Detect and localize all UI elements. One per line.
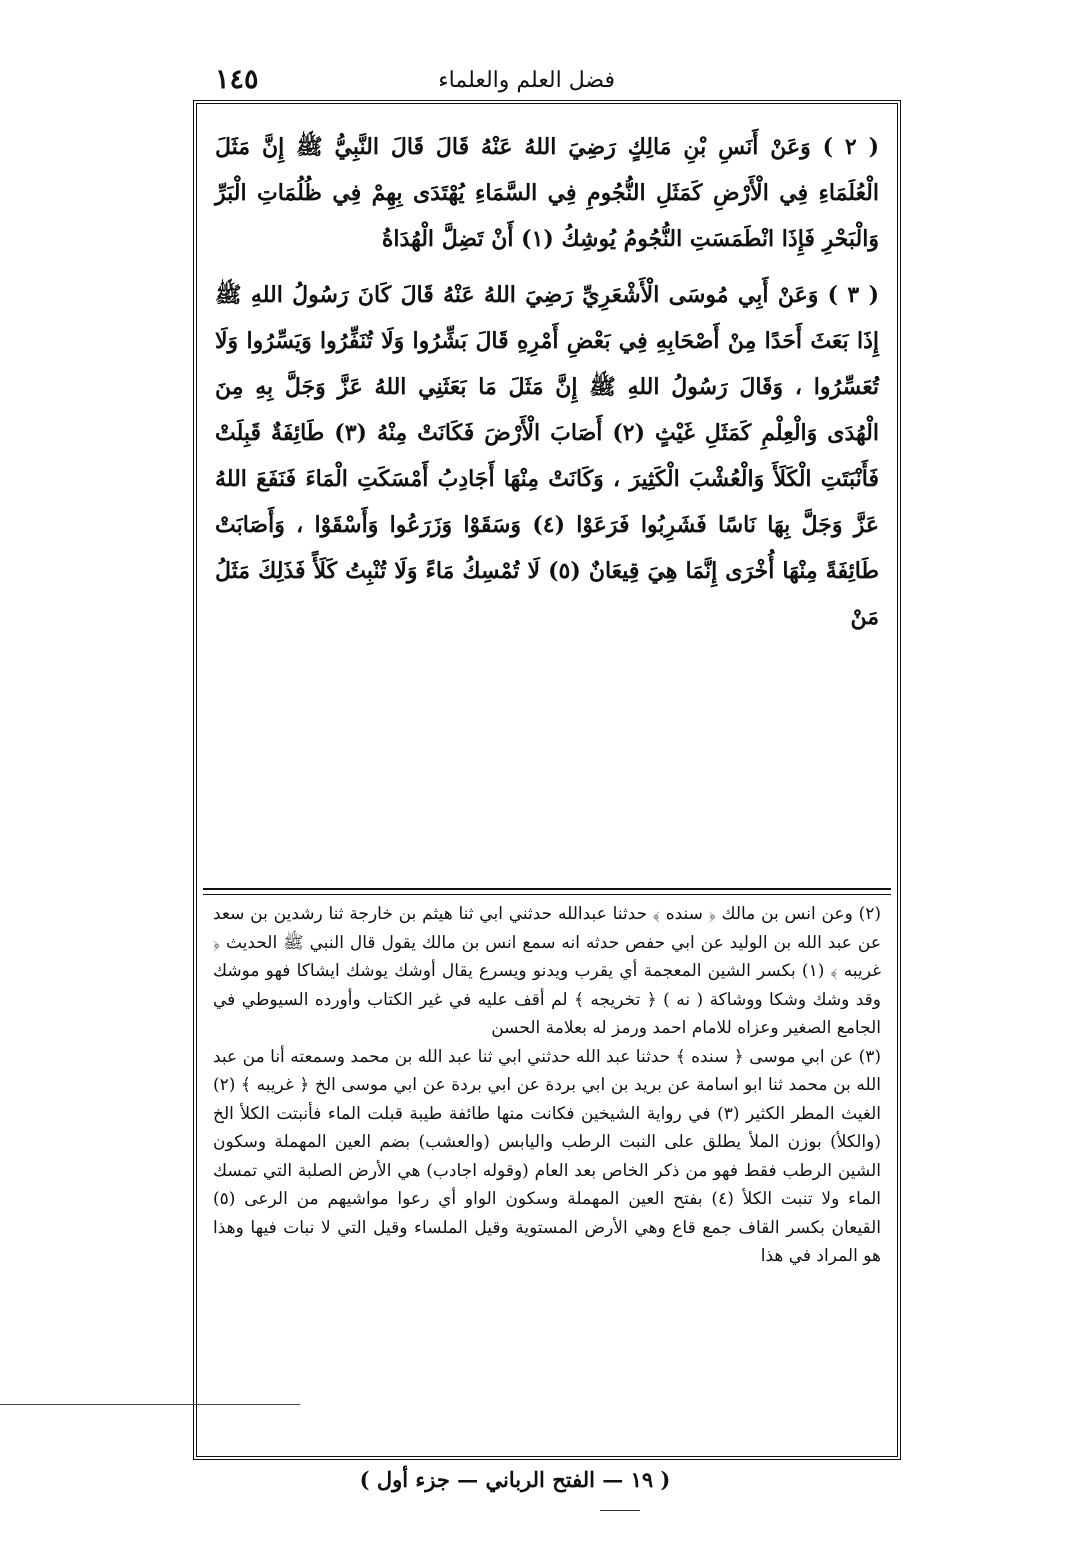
note-3-text: (٣) عن ابي موسى ﴿ سنده ﴾ حدثنا عبد الله حدثني ابي ثنا عبد الله بن محمد وسمعته أنا من عبد الله بن محمد ثنا ابو اسامة عن بريد بن ابي بردة عن ابي بردة عن ابي موسى الخ ﴿ غريبه ﴾ (٢) الغيث المطر الكثير (٣) في رواية الشيخين فكانت منها طائفة طيبة قبلت الماء فأنبتت الكلأ الخ (والكلأ) بوزن الملأ يطلق على النبت الرطب واليابس (والعشب) بضم العين المهملة وسكون الشين الرطب فقط فهو من ذكر الخاص بعد العام (وقوله اجادب) هي الأرض الصلبة التي تمسك الماء ولا تنبت الكلأ (٤) بفتح العين المهملة وسكون الواو أي رعوا مواشيهم من الرعى (٥) القيعان بكسر القاف جمع قاع وهي الأرض المستوية وقيل الملساء وقيل التي لا نبات فيها وهذا هو المراد في هذا [213, 1046, 881, 1266]
footer-rule [600, 1510, 640, 1511]
hadith-2-text: ( ٢ ) وَعَنْ أَنَسِ بْنِ مَالِكٍ رَضِيَ اللهُ عَنْهُ قَالَ قَالَ النَّبِيُّ ﷺ إِنَّ مَثَلَ الْعُلَمَاءِ فِي الْأَرْضِ كَمَثَلِ النُّجُومِ فِي السَّمَاءِ يُهْتَدَى بِهِمْ فِي ظُلُمَاتِ الْبَرِّ وَالْبَحْرِ فَإِذَا انْطَمَسَتِ النُّجُومُ يُوشِكُ (١) أَنْ تَضِلَّ الْهُدَاةُ [215, 134, 879, 252]
note-2-text: (٢) وعن انس بن مالك ﴿ سنده ﴾ حدثنا عبدالله حدثني ابي ثنا هيثم بن خارجة ثنا رشدين بن سعد عن عبد الله بن الوليد عن ابي حفص حدثه انه سمع انس بن مالك يقول قال النبي ﷺ الحديث ﴿ غريبه ﴾ (١) بكسر الشين المعجمة أي يقرب ويدنو ويسرع يقال أوشك يوشك ايشاكا فهو موشك وقد وشك وشكا ووشاكة ( نه ) ﴿ تخريجه ﴾ لم أقف عليه في غير الكتاب وأورده السيوطي في الجامع الصغير وعزاه للامام احمد ورمز له بعلامة الحسن [213, 904, 881, 1038]
scan-line-mark [0, 1404, 300, 1405]
printer-signature: ( ١٩ — الفتح الرباني — جزء أول ) [359, 1467, 671, 1492]
page-frame [193, 100, 901, 1460]
page-number: ١٤٥ [215, 64, 259, 95]
page-header [205, 62, 855, 102]
hadith-3-text: ( ٣ ) وَعَنْ أَبِي مُوسَى الْأَشْعَرِيِّ رَضِيَ اللهُ عَنْهُ قَالَ كَانَ رَسُولُ اللهِ ﷺ إِذَا بَعَثَ أَحَدًا مِنْ أَصْحَابِهِ فِي بَعْضِ أَمْرِهِ قَالَ بَشِّرُوا وَلَا تُنَفِّرُوا وَيَسِّرُوا وَلَا تُعَسِّرُوا ، وَقَالَ رَسُولُ اللهِ ﷺ إِنَّ مَثَلَ مَا بَعَثَنِي اللهُ عَزَّ وَجَلَّ بِهِ مِنَ الْهُدَى وَالْعِلْمِ كَمَثَلِ غَيْثٍ (٢) أَصَابَ الْأَرْضَ فَكَانَتْ مِنْهُ (٣) طَائِفَةٌ قَبِلَتْ فَأَنْبَتَتِ الْكَلَأَ وَالْعُشْبَ الْكَثِيرَ ، وَكَانَتْ مِنْهَا أَجَادِبُ أَمْسَكَتِ الْمَاءَ فَنَفَعَ اللهُ عَزَّ وَجَلَّ بِهَا نَاسًا فَشَرِبُوا فَرَعَوْا (٤) وَسَقَوْا وَزَرَعُوا وَأَسْقَوْا ، وَأَصَابَتْ طَائِفَةً مِنْهَا أُخْرَى إِنَّمَا هِيَ قِيعَانٌ (٥) لَا تُمْسِكُ مَاءً وَلَا تُنْبِتُ كَلَأً فَذَلِكَ مَثَلُ مَنْ [215, 282, 880, 630]
main-text [215, 124, 879, 872]
running-title: فضل العلم والعلماء [438, 68, 615, 93]
section-divider [203, 888, 891, 895]
footnotes [213, 900, 881, 1450]
